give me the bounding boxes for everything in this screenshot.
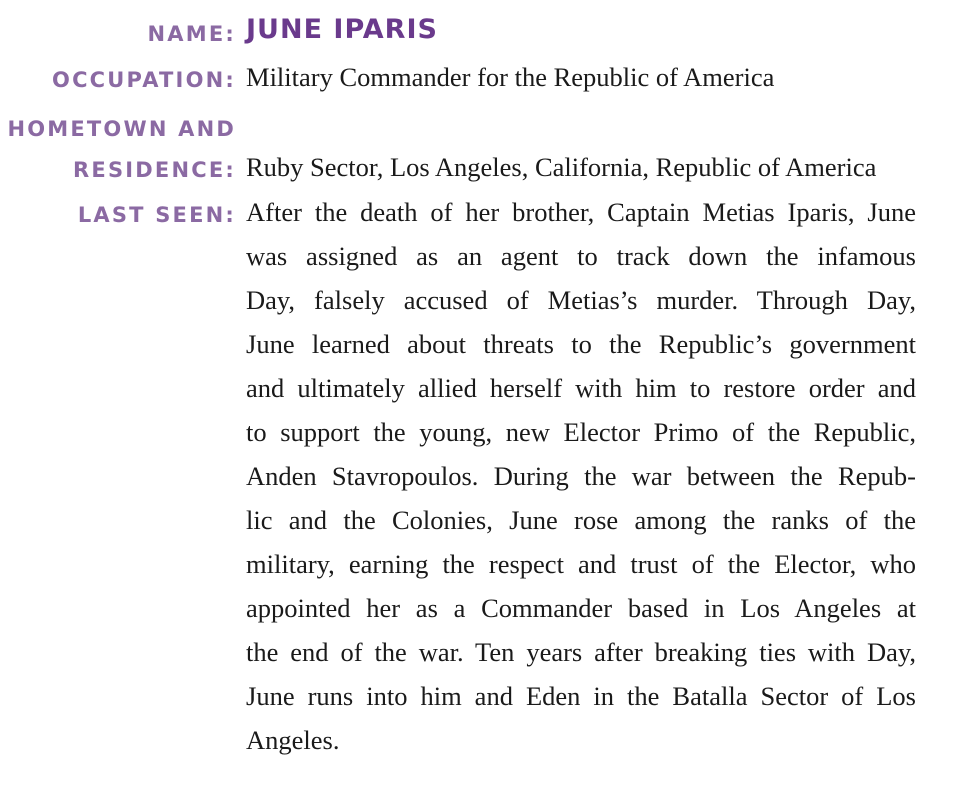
character-name: JUNE IPARIS: [246, 14, 438, 45]
bio-line: June runs into him and Eden in the Batalla Sector of Los: [246, 681, 916, 711]
last-seen-label: LAST SEEN:: [77, 203, 236, 227]
occupation-value: Military Commander for the Republic of America: [246, 62, 775, 92]
occupation-label: OCCUPATION:: [52, 68, 236, 92]
bio-line: and ultimately allied herself with him to restore order and: [246, 373, 916, 403]
hometown-label-line1: HOMETOWN AND: [7, 117, 236, 141]
hometown-label-line2: RESIDENCE:: [73, 158, 236, 182]
hometown-value: Ruby Sector, Los Angeles, California, Republic of America: [246, 152, 877, 182]
bio-line: Anden Stavropoulos. During the war between the Repub-: [246, 461, 916, 491]
name-label: NAME:: [147, 22, 236, 46]
bio-line: June learned about threats to the Republic’s government: [246, 329, 916, 359]
bio-line: to support the young, new Elector Primo of the Republic,: [246, 417, 916, 447]
bio-line: Angeles.: [246, 725, 340, 755]
bio-line: After the death of her brother, Captain Metias Iparis, June: [246, 197, 916, 227]
bio-line: the end of the war. Ten years after breaking ties with Day,: [246, 637, 916, 667]
bio-line: military, earning the respect and trust of the Elector, who: [246, 549, 916, 579]
bio-line: was assigned as an agent to track down the infamous: [246, 241, 916, 271]
bio-line: Day, falsely accused of Metias’s murder. Through Day,: [246, 285, 916, 315]
bio-line: appointed her as a Commander based in Los Angeles at: [246, 593, 916, 623]
bio-line: lic and the Colonies, June rose among the ranks of the: [246, 505, 916, 535]
